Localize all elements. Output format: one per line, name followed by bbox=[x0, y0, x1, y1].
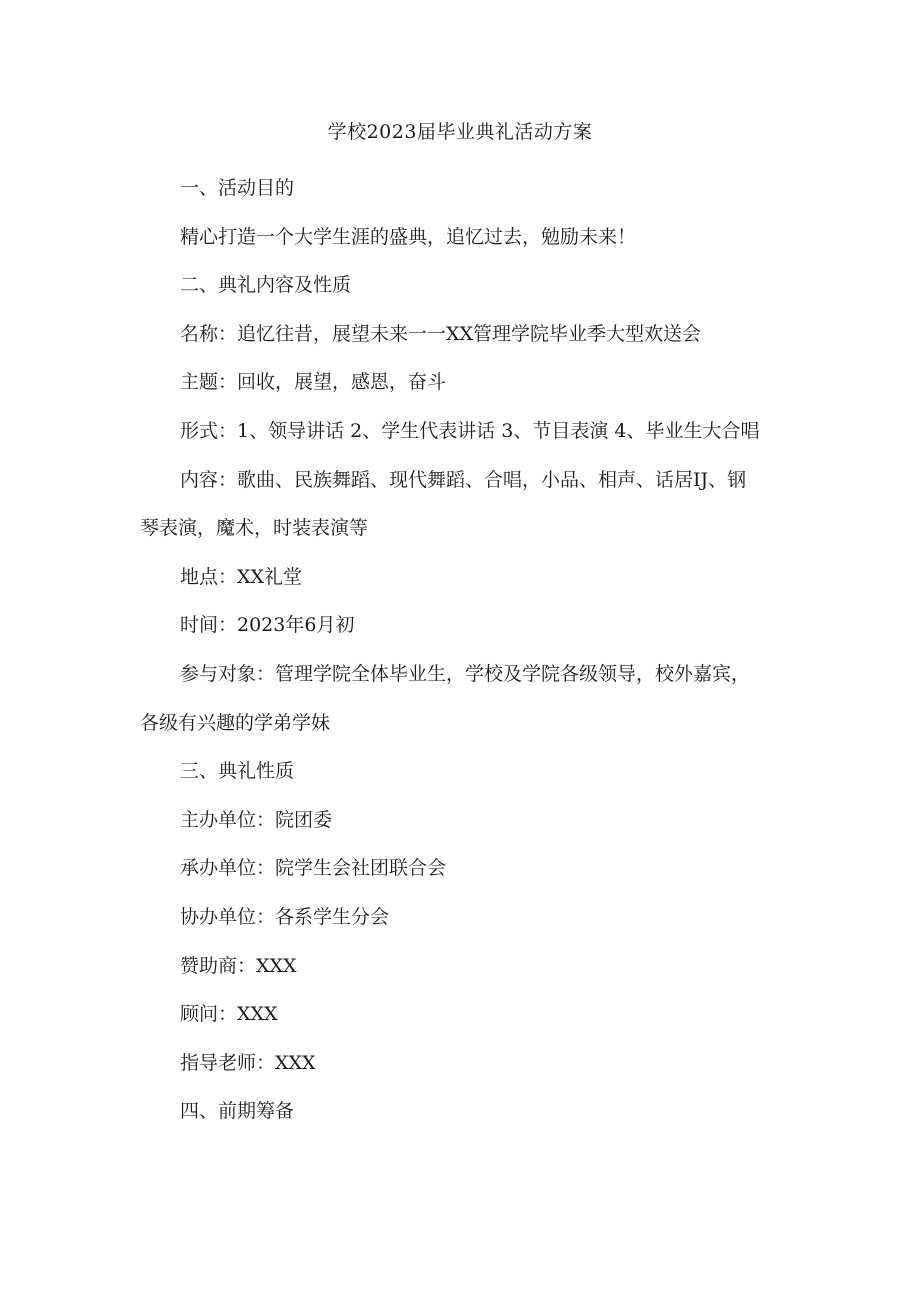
paragraph-format: 形式：1、领导讲话 2、学生代表讲话 3、节目表演 4、毕业生大合唱 bbox=[180, 419, 760, 442]
paragraph-participants-line-2: 各级有兴趣的学弟学妹 bbox=[140, 711, 331, 734]
section-heading-nature: 三、典礼性质 bbox=[180, 760, 295, 783]
paragraph-name: 名称：追忆往昔，展望未来一一XX管理学院毕业季大型欢送会 bbox=[180, 322, 702, 345]
section-heading-purpose: 一、活动目的 bbox=[180, 177, 295, 199]
paragraph-host: 主办单位：院团委 bbox=[180, 808, 333, 831]
paragraph-co-organizer: 协办单位：各系学生分会 bbox=[180, 905, 390, 928]
paragraph-theme: 主题：回收，展望，感恩，奋斗 bbox=[180, 371, 447, 394]
paragraph-venue: 地点：XX礼堂 bbox=[180, 565, 303, 588]
paragraph-program-line-1: 内容：歌曲、民族舞蹈、现代舞蹈、合唱，小品、相声、话居IJ、钢 bbox=[180, 468, 747, 491]
paragraph-participants-line-1: 参与对象：管理学院全体毕业生，学校及学院各级领导，校外嘉宾， bbox=[180, 662, 751, 685]
paragraph-sponsor: 赞助商：XXX bbox=[180, 954, 297, 977]
section-heading-preparation: 四、前期筹备 bbox=[180, 1100, 295, 1123]
paragraph-instructor: 指导老师：XXX bbox=[180, 1051, 316, 1074]
paragraph-program-line-2: 琴表演，魔术，时装表演等 bbox=[140, 517, 369, 540]
paragraph-advisor: 顾问：XXX bbox=[180, 1003, 278, 1026]
paragraph-time: 时间：2023年6月初 bbox=[180, 614, 355, 637]
document-title: 学校2023届毕业典礼活动方案 bbox=[327, 121, 593, 143]
section-heading-content: 二、典礼内容及性质 bbox=[180, 274, 352, 297]
paragraph-organizer: 承办单位：院学生会社团联合会 bbox=[180, 857, 447, 880]
document-body bbox=[140, 164, 800, 1136]
paragraph-purpose: 精心打造一个大学生涯的盛典，追忆过去，勉励未来！ bbox=[180, 225, 637, 248]
